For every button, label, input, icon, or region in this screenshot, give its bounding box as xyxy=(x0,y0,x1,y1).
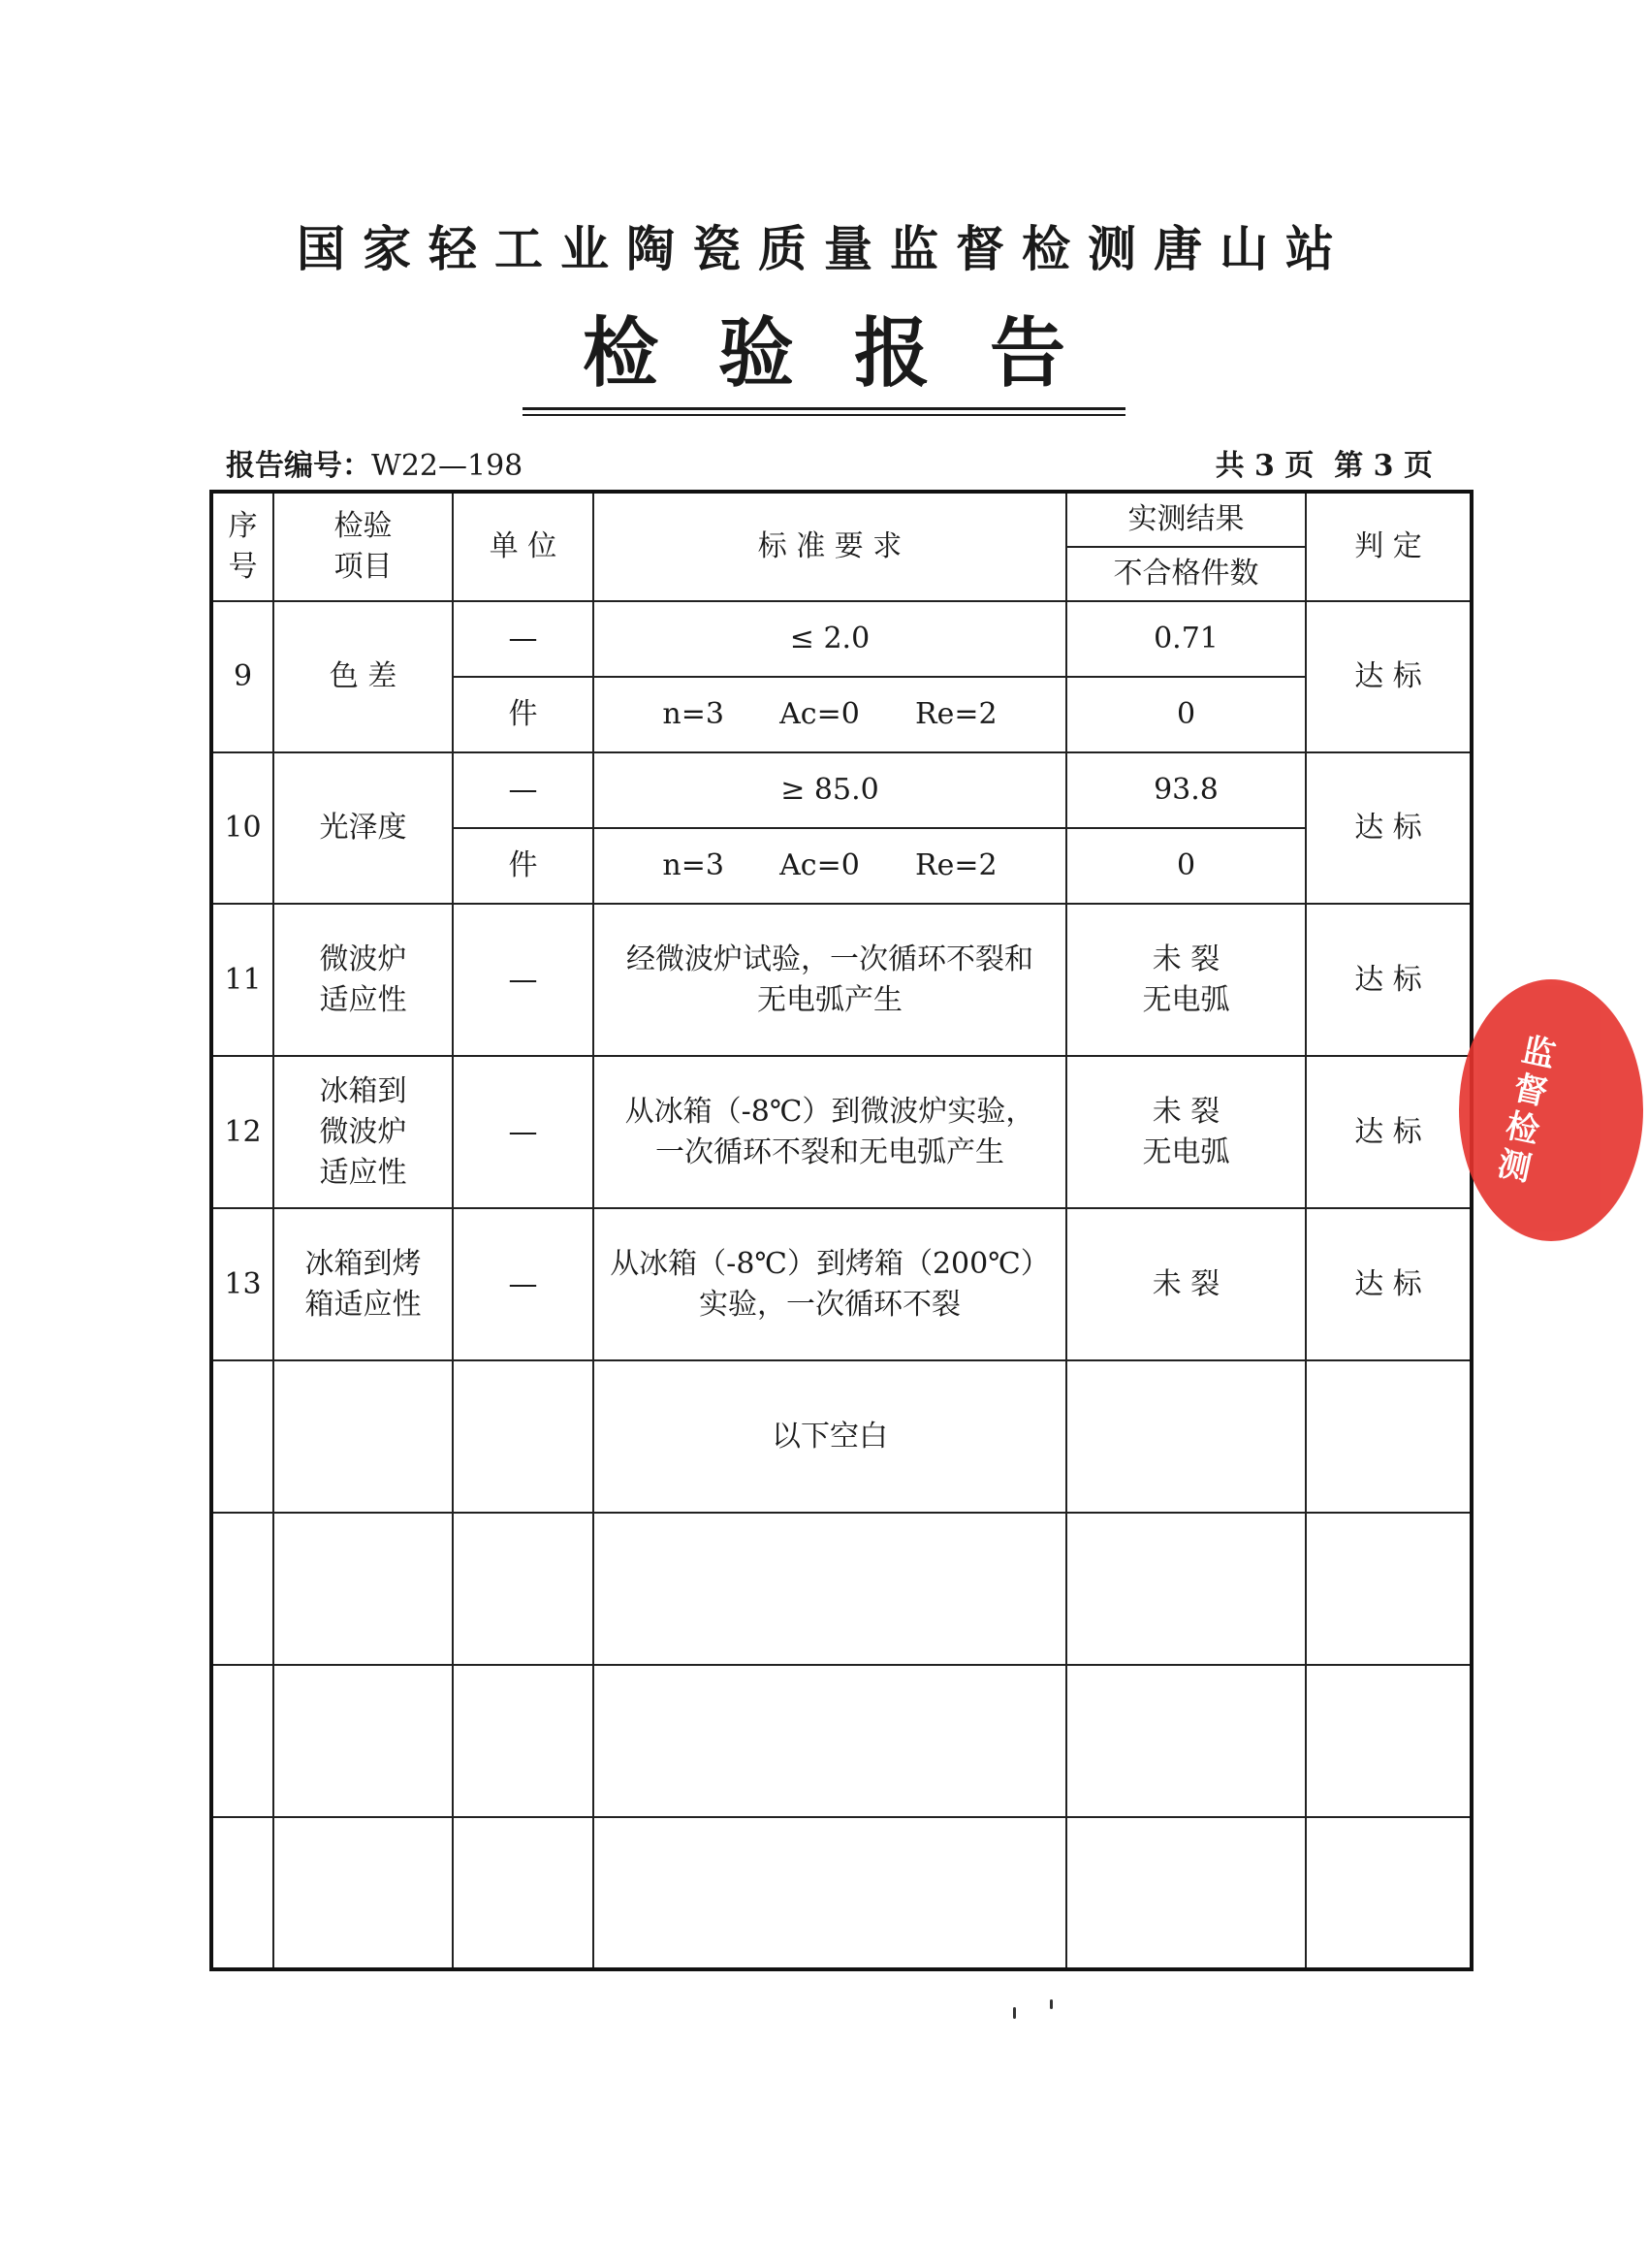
row-unit: 件 xyxy=(453,828,593,904)
title-wrapper xyxy=(0,310,1648,410)
row-no: 11 xyxy=(211,904,273,1056)
row-item: 冰箱到 微波炉 适应性 xyxy=(273,1056,453,1208)
table-row xyxy=(211,1056,1472,1208)
row-judgement: 达 标 xyxy=(1306,904,1472,1056)
row-standard: ≥ 85.0 xyxy=(593,752,1066,828)
table-row-blank xyxy=(211,1817,1472,1969)
row-result: 0 xyxy=(1066,828,1306,904)
official-seal xyxy=(1459,979,1643,1241)
row-item: 色 差 xyxy=(273,601,453,752)
header-nonconforming: 不合格件数 xyxy=(1066,547,1306,601)
row-no: 13 xyxy=(211,1208,273,1360)
row-result: 未 裂 无电弧 xyxy=(1066,904,1306,1056)
row-no: 10 xyxy=(211,752,273,904)
header-row xyxy=(211,492,1472,547)
row-unit: — xyxy=(453,601,593,677)
row-no: 9 xyxy=(211,601,273,752)
scan-speck xyxy=(1050,1999,1053,2009)
table-row xyxy=(211,904,1472,1056)
header-seq: 序 号 xyxy=(211,492,273,601)
row-judgement: 达 标 xyxy=(1306,1208,1472,1360)
table-row xyxy=(211,1208,1472,1360)
row-result: 未 裂 xyxy=(1066,1208,1306,1360)
table-row xyxy=(211,601,1472,677)
inspection-table xyxy=(209,490,1474,1971)
seal-text: 监督检测 xyxy=(1487,1030,1559,1191)
row-standard: n=3 Ac=0 Re=2 xyxy=(593,677,1066,752)
row-unit: — xyxy=(453,752,593,828)
header-unit: 单 位 xyxy=(453,492,593,601)
header-result: 实测结果 xyxy=(1066,492,1306,547)
row-item: 光泽度 xyxy=(273,752,453,904)
row-unit: — xyxy=(453,904,593,1056)
row-unit: — xyxy=(453,1208,593,1360)
table-row-blank xyxy=(211,1513,1472,1665)
row-judgement: 达 标 xyxy=(1306,601,1472,752)
row-unit: — xyxy=(453,1056,593,1208)
row-unit: 件 xyxy=(453,677,593,752)
table-row xyxy=(211,752,1472,828)
header-judgement: 判 定 xyxy=(1306,492,1472,601)
report-number: W22—198 xyxy=(371,449,523,483)
row-result: 93.8 xyxy=(1066,752,1306,828)
organization-name: 国家轻工业陶瓷质量监督检测唐山站 xyxy=(297,220,1351,277)
header-item: 检验 项目 xyxy=(273,492,453,601)
row-judgement: 达 标 xyxy=(1306,752,1472,904)
row-result: 0 xyxy=(1066,677,1306,752)
row-result: 0.71 xyxy=(1066,601,1306,677)
row-item: 冰箱到烤 箱适应性 xyxy=(273,1208,453,1360)
row-standard: 从冰箱（-8℃）到微波炉实验， 一次循环不裂和无电弧产生 xyxy=(593,1056,1066,1208)
row-standard: 从冰箱（-8℃）到烤箱（200℃） 实验，一次循环不裂 xyxy=(593,1208,1066,1360)
row-standard: ≤ 2.0 xyxy=(593,601,1066,677)
row-standard: 经微波炉试验，一次循环不裂和 无电弧产生 xyxy=(593,904,1066,1056)
row-judgement: 达 标 xyxy=(1306,1056,1472,1208)
report-number-label: 报告编号： xyxy=(226,449,371,483)
row-no: 12 xyxy=(211,1056,273,1208)
row-result: 未 裂 无电弧 xyxy=(1066,1056,1306,1208)
row-standard: n=3 Ac=0 Re=2 xyxy=(593,828,1066,904)
blank-note: 以下空白 xyxy=(593,1360,1066,1513)
table-row-blank xyxy=(211,1360,1472,1513)
report-number-line xyxy=(226,442,523,491)
header-standard: 标 准 要 求 xyxy=(593,492,1066,601)
row-item: 微波炉 适应性 xyxy=(273,904,453,1056)
table-row-blank xyxy=(211,1665,1472,1817)
scan-speck xyxy=(1013,2007,1016,2019)
page-count: 共 3 页 第 3 页 xyxy=(1215,449,1433,483)
report-title: 检验报告 xyxy=(523,310,1125,410)
